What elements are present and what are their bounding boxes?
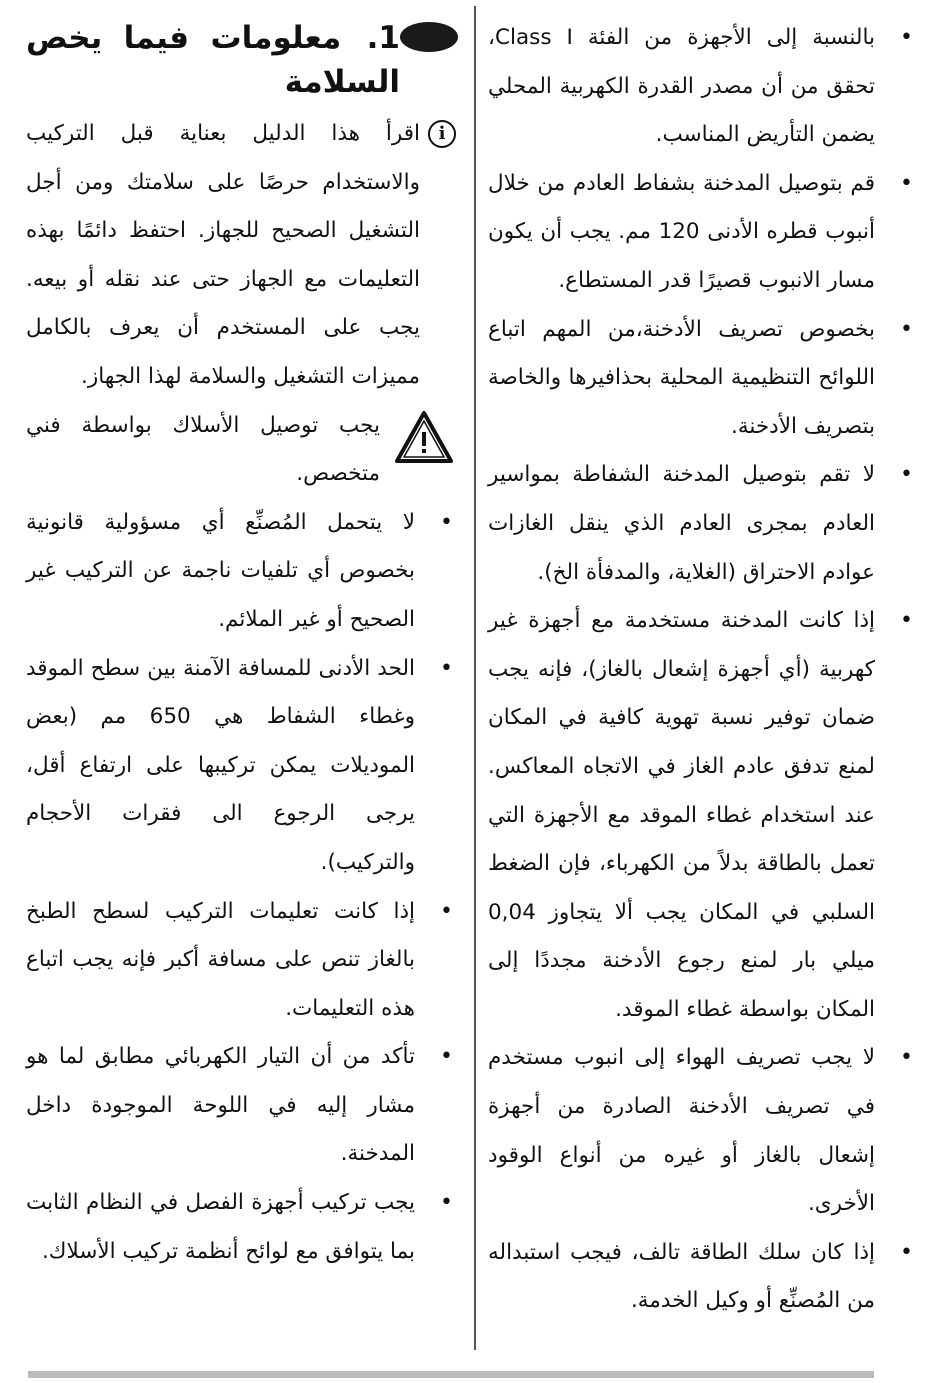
bullet-icon: • bbox=[440, 1044, 453, 1070]
list-item bbox=[26, 888, 460, 1034]
list-item-text: لا يجب تصريف الهواء إلى انبوب مستخدم في تصريف الأدخنة الصادرة من أجهزة إشعال بالغاز أو غيره من أنواع الوقود الأخرى. bbox=[488, 1045, 875, 1217]
warning-note bbox=[26, 402, 460, 499]
warning-text: يجب توصيل الأسلاك بواسطة فني متخصص. bbox=[26, 412, 380, 487]
bullet-icon: • bbox=[900, 1045, 913, 1071]
bullet-icon: • bbox=[900, 608, 913, 634]
list-item bbox=[488, 160, 920, 306]
list-item bbox=[488, 14, 920, 160]
list-item bbox=[488, 1229, 920, 1326]
list-item-text: قم بتوصيل المدخنة بشفاط العادم من خلال أنبوب قطره الأدنى 120 مم. يجب أن يكون مسار الانبوب قصيرًا قدر المستطاع. bbox=[488, 170, 875, 293]
section-badge-icon bbox=[400, 22, 458, 52]
bullet-icon: • bbox=[900, 1239, 913, 1265]
bullet-icon: • bbox=[900, 25, 913, 50]
list-item bbox=[26, 645, 460, 888]
page-footer-bar bbox=[28, 1371, 874, 1378]
list-item bbox=[26, 1179, 460, 1276]
list-item-text: يجب تركيب أجهزة الفصل في النظام الثابت بما يتوافق مع لوائح أنظمة تركيب الأسلاك. bbox=[26, 1190, 415, 1264]
list-item bbox=[488, 306, 920, 452]
info-icon: i bbox=[428, 120, 456, 148]
section-header bbox=[26, 16, 460, 104]
list-item bbox=[26, 1033, 460, 1179]
bullet-icon: • bbox=[440, 509, 453, 535]
left-column bbox=[26, 14, 460, 1276]
info-text: اقرأ هذا الدليل بعناية قبل التركيب والاستخدام حرصًا على سلامتك ومن أجل التشغيل الصحيح للجهاز. احتفظ دائمًا بهذه التعليمات مع الجهاز حتى عند نقله أو بيعه. يجب على المستخدم أن يعرف بالكامل مميزات التشغيل والسلامة لهذا الجهاز. bbox=[26, 121, 420, 389]
bullet-icon: • bbox=[900, 462, 913, 488]
list-item-text: تأكد من أن التيار الكهربائي مطابق لما هو مشار إليه في اللوحة الموجودة داخل المدخنة. bbox=[26, 1044, 415, 1167]
right-column bbox=[488, 14, 920, 1326]
list-item-text: إذا كانت المدخنة مستخدمة مع أجهزة غير كهربية (أي أجهزة إشعال بالغاز)، فإنه يجب ضمان توفير نسبة تهوية كافية في المكان لمنع تدفق عادم الغاز في الاتجاه المعاكس. عند استخدام غطاء الموقد مع الأجهزة التي تعمل بالطاقة بدلاً من الكهرباء، فإن الضغط السلبي في المكان يجب ألا يتجاوز 0,04 ميلي بار لمنع رجوع الأدخنة مجددًا إلى المكان بواسطة غطاء الموقد. bbox=[488, 608, 875, 1022]
list-item-text: لا يتحمل المُصنِّع أي مسؤولية قانونية بخصوص أي تلفيات ناجمة عن التركيب غير الصحيح أو غير الملائم. bbox=[26, 509, 415, 632]
list-item bbox=[488, 1034, 920, 1228]
list-item-text: الحد الأدنى للمسافة الآمنة بين سطح الموقد وغطاء الشفاط هي 650 مم (بعض الموديلات يمكن تركيبها على ارتفاع أقل، يرجى الرجوع الى فقرات الأحجام والتركيب). bbox=[26, 655, 416, 875]
info-note bbox=[26, 110, 460, 402]
list-item-text: بالنسبة إلى الأجهزة من الفئة Class I، تحقق من أن مصدر القدرة الكهربية المحلي يضمن التأريض المناسب. bbox=[488, 25, 875, 148]
list-item-text: لا تقم بتوصيل المدخنة الشفاطة بمواسير العادم بمجرى العادم الذي ينقل الغازات عوادم الاحتراق (الغلاية، والمدفأة الخ). bbox=[488, 462, 875, 585]
list-item bbox=[488, 451, 920, 597]
bullet-icon: • bbox=[900, 170, 913, 196]
list-item-text: بخصوص تصريف الأدخنة،من المهم اتباع اللوائح التنظيمية المحلية بحذافيرها والخاصة بتصريف الأدخنة. bbox=[488, 316, 875, 439]
list-item-text: إذا كان سلك الطاقة تالف، فيجب استبداله من المُصنِّع أو وكيل الخدمة. bbox=[488, 1239, 875, 1314]
bullet-icon: • bbox=[440, 1190, 453, 1216]
right-bullet-list bbox=[488, 14, 920, 1326]
section-title: معلومات فيما يخص السلامة bbox=[26, 20, 400, 100]
list-item-text: إذا كانت تعليمات التركيب لسطح الطبخ بالغاز تنص على مسافة أكبر فإنه يجب اتباع هذه التعليمات. bbox=[26, 898, 415, 1021]
bullet-icon: • bbox=[900, 316, 913, 342]
list-item bbox=[488, 597, 920, 1034]
bullet-icon: • bbox=[440, 898, 453, 924]
list-item bbox=[26, 499, 460, 645]
section-number: 1. bbox=[366, 20, 400, 56]
warning-triangle-icon bbox=[394, 410, 454, 464]
column-divider bbox=[474, 6, 476, 1350]
bullet-icon: • bbox=[440, 655, 453, 681]
left-bullet-list bbox=[26, 499, 460, 1277]
